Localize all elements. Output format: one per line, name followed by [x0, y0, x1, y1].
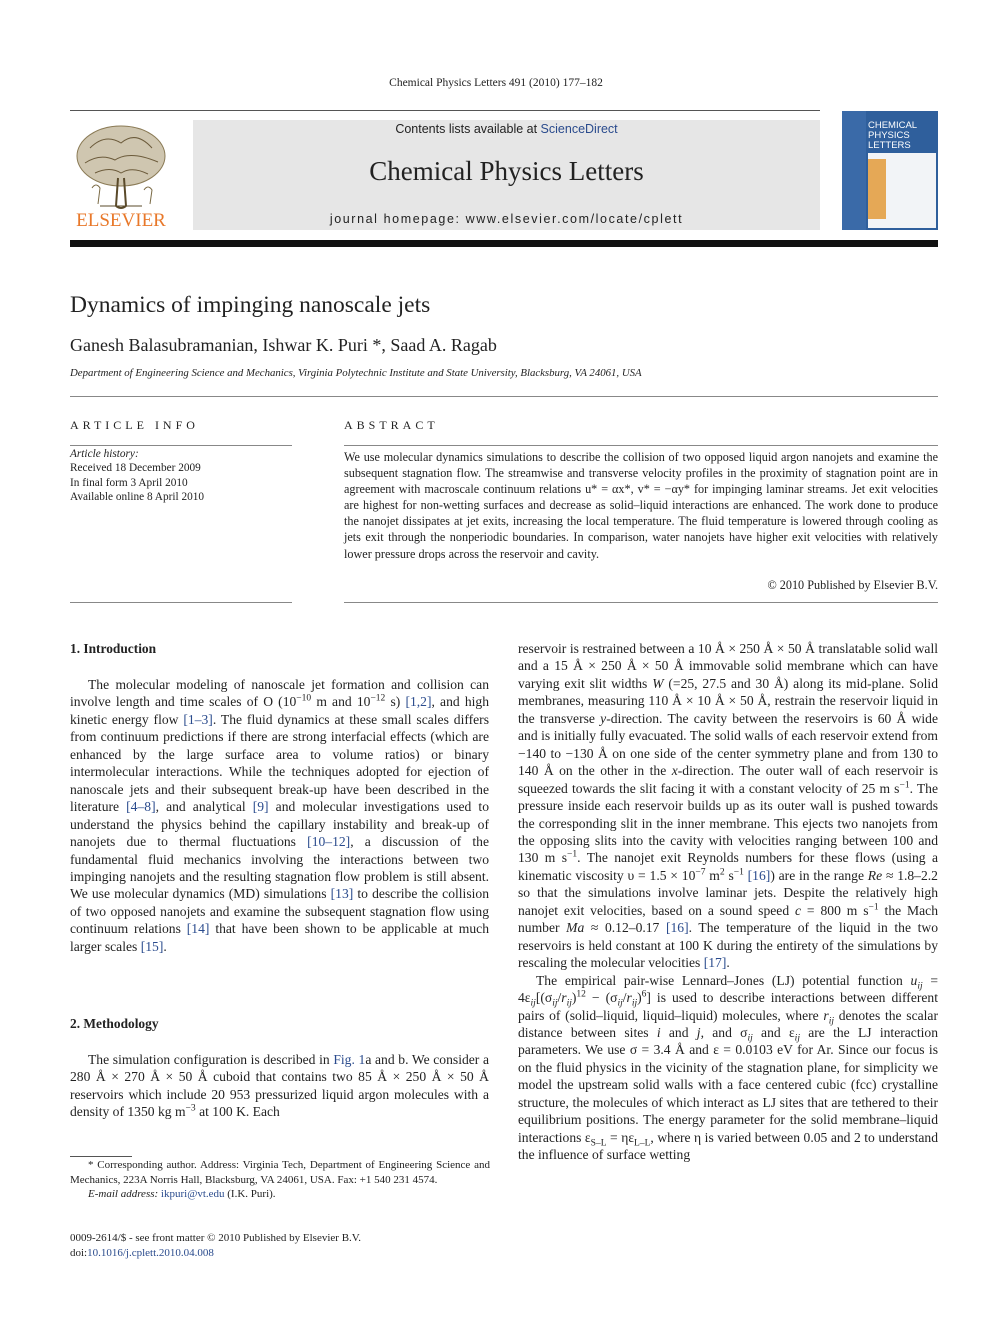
tree-icon: [70, 118, 172, 230]
article-title: Dynamics of impinging nanoscale jets: [70, 292, 431, 318]
abstract-copyright: © 2010 Published by Elsevier B.V.: [767, 578, 938, 592]
footnote-rule: [70, 1156, 132, 1157]
cover-title: CHEMICAL PHYSICS LETTERS: [868, 120, 918, 151]
method-heading: 2. Methodology: [70, 1016, 159, 1031]
journal-homepage[interactable]: journal homepage: www.elsevier.com/locate/cplett: [329, 212, 684, 226]
history-received: Received 18 December 2009: [70, 462, 201, 475]
corresponding-author-note: * Corresponding author. Address: Virginia Tech, Department of Engineering Science and Mechanics, 223A Norris Hall, Blacksburg, VA 24061, USA. Fax: +1 540 231 4574.: [70, 1159, 490, 1186]
elsevier-wordmark: ELSEVIER: [76, 210, 166, 230]
abstract-rule-bottom: [344, 602, 938, 603]
journal-title: Chemical Physics Letters: [369, 156, 644, 186]
doi-label: doi:: [70, 1246, 88, 1259]
abstract-text: We use molecular dynamics simulations to describe the collision of two opposed liquid argon nanojets and examine the subsequent stagnation flow. The streamwise and transverse velocity profiles in the proximity of stagnation point are in agreement with macroscale continuum relations u* = αx*, v* = −αy* for impinging laminar streams. Jet exit velocities are highest for non-wetting surfaces and decrease as solid–liquid interactions are enhanced. The work done to produce the nanojet dissipates at jet exits, increasing the local temperature. The fluid temperature is lowered through cooling as jets exit through the nonperiodic boundaries. In comparison, water nanojets have higher exit velocities with relatively lower pressure drops across the reservoir and cavity.: [344, 450, 938, 561]
contents-line: [193, 122, 820, 136]
history-revised: In final form 3 April 2010: [70, 476, 188, 489]
method-body-left: The simulation configuration is described in Fig. 1a and b. We consider a 280 Å × 270 Å × 50 Å cuboid that contains two 85 Å × 250 Å × 50 Å reservoirs which include 20 953 pressurized liquid argon molecules with a density of 1350 kg $m^{-3}$ at 100 K. Each: [70, 1052, 490, 1120]
intro-heading: 1. Introduction: [70, 641, 157, 656]
bottom-info: [70, 1231, 361, 1260]
doi-link[interactable]: 10.1016/j.cplett.2010.04.008: [87, 1246, 214, 1259]
history-heading: Article history:: [70, 448, 139, 460]
header-rule: [70, 110, 820, 111]
info-rule-top: [70, 445, 292, 446]
issn-line: 0009-2614/$ - see front matter © 2010 Published by Elsevier B.V.: [70, 1232, 362, 1244]
banner-rule: [70, 240, 938, 247]
footnote: [70, 1158, 490, 1202]
cover-accent: [868, 159, 886, 219]
article-authors: Ganesh Balasubramanian, Ishwar K. Puri *, Saad A. Ragab: [70, 335, 497, 355]
abstract-rule-top: [344, 445, 938, 446]
method-body-right: reservoir is restrained between a 10 Å × 250 Å × 50 Å translatable solid wall and a 15 Å × 250 Å × 50 Å immovable solid membrane which can have varying exit slit widths W (=25, 27.5 and 30 Å) along its mid-plane. Solid membranes, measuring 110 Å × 10 Å × 50 Å, restrain the reservoir liquid in the transverse y-direction. The cavity between the reservoirs is 60 Å wide and is initially fully evacuated. The solid walls of each reservoir extend from −140 to −130 Å on one side of the center symmetry plane and from 130 to 140 Å on the other in the x-direction. The outer wall of each reservoir is squeezed towards the slit facing it with a constant velocity of 25 m $s^{-1}$. The pressure inside each reservoir builds up as its outer wall is pushed towards the corresponding slit in the inner membrane. This ejects two nanojets from the opposing slits into the cavity with velocities ranging between 100 and 130 m $s^{-1}$. The nanojet exit Reynolds numbers for these flows (using a kinematic viscosity $\upsilon = 1.5 \times 10^{-7}$ $m^2$ $s^{-1}$ [16]) are in the range Re ≈ 1.8–2.2 so that the simulations involve laminar jets. Despite the relatively high nanojet exit velocities, based on a sound speed c = 800 m $s^{-1}$ the Mach number Ma ≈ 0.12–0.17 [16]. The temperature of the liquid in the two reservoirs is held constant at 100 K during the entirety of the simulations by rescaling the molecular velocities [17]. The empirical pair-wise Lennard–Jones (LJ) potential function $u_{ij} = 4\varepsilon_{ij}[(\sigma_{ij}/r_{ij})^{12} - (\sigma_{ij}/r_{ij})^6]$ is used to describe interactions between different pairs of (solid–liquid, liquid–liquid) molecules, where $r_{ij}$ denotes the scalar distance between sites i and j, and $\sigma_{ij}$ and $\varepsilon_{ij}$ are the LJ interaction parameters. We use σ = 3.4 Å and ε = 0.0103 eV for Ar. Since our focus is on the fluid physics in the vicinity of the stagnation plane, for simplicity we model the upstream solid walls with a face centered cubic (fcc) crystalline structure, the molecules of which interact as LJ sites that are tethered to their equilibrium positions. The energy parameter for the solid membrane–liquid interactions $\varepsilon_{S-L} = \eta\varepsilon_{L-L}$, where η is varied between 0.05 and 2 to understand the influence of surface wetting: [518, 641, 939, 1163]
email-suffix: (I.K. Puri).: [224, 1188, 276, 1200]
elsevier-logo[interactable]: [70, 118, 172, 230]
title-rule: [70, 396, 938, 397]
intro-body: The molecular modeling of nanoscale jet formation and collision can involve length and time scales of O ($10^{-10}$ m and $10^{-12}$ s) [1,2], and high kinetic energy flow [1–3]. The fluid dynamics at these small scales differs from continuum predictions if there are strong interfacial effects (which are enhanced by the large surface area to volume ratios) or binary intermolecular interactions. While the techniques adopted for ejection of nanoscale jets and their subsequent break-up have been described in the literature [4–8], and analytical [9] and molecular investigations used to understand the physics behind the capillary instability and break-up of nanojets due to thermal fluctuations [10–12], a discussion of the fundamental fluid mechanics involving the interactions between two impinging nanojets and the resulting stagnation flow problem is still absent. We use molecular dynamics (MD) simulations [13] to describe the collision of two opposed nanojets and examine the subsequent stagnation flow using continuum relations [14] that have been shown to be applicable at much larger scales [15].: [70, 677, 490, 954]
journal-banner: [193, 120, 820, 230]
abstract-heading: ABSTRACT: [344, 418, 439, 432]
article-history: [70, 447, 290, 504]
info-rule-bottom: [70, 602, 292, 603]
journal-cover-thumbnail[interactable]: [842, 111, 938, 230]
contents-prefix: Contents lists available at: [395, 122, 541, 136]
cover-stripe: [842, 111, 866, 230]
sciencedirect-link[interactable]: ScienceDirect: [540, 122, 618, 136]
history-online: Available online 8 April 2010: [70, 490, 205, 503]
running-head: Chemical Physics Letters 491 (2010) 177–182: [389, 77, 603, 89]
email-label: E-mail address:: [88, 1188, 161, 1200]
article-info-heading: ARTICLE INFO: [70, 418, 199, 432]
affiliation: Department of Engineering Science and Mechanics, Virginia Polytechnic Institute and State University, Blacksburg, VA 24061, USA: [70, 367, 642, 379]
email-link[interactable]: ikpuri@vt.edu: [160, 1188, 225, 1200]
